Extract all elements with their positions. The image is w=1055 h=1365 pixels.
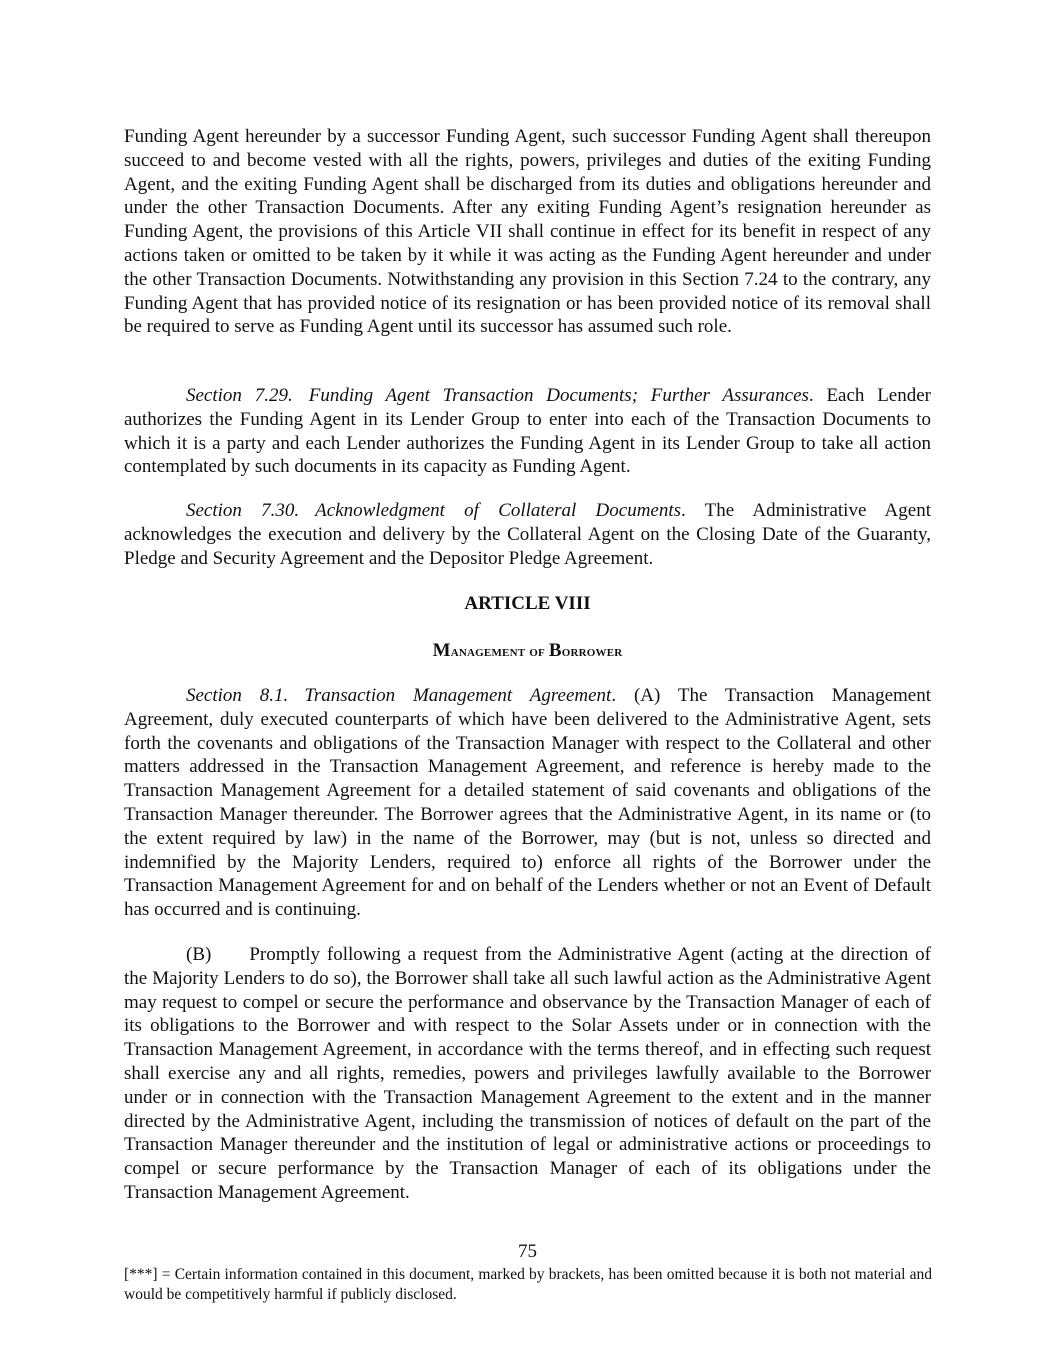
footnote: [***] = Certain information contained in this document, marked by brackets, has been omitted because it is both not material and would be competitively harmful if publicly disclosed. (124, 1266, 932, 1303)
section-7-29 (124, 384, 931, 479)
section-7-30 (124, 499, 931, 570)
section-number: Section 8.1. (186, 685, 289, 706)
section-number: Section 7.29. (186, 385, 293, 406)
section-body: . Each Lender authorizes the Funding Agent in its Lender Group to enter into each of the Transaction Documents to which it is a party and each Lender authorizes the Funding Agent in its Lender Group to take all action contemplated by such documents in its capacity as Funding Agent. (124, 385, 931, 478)
section-8-1 (124, 684, 931, 922)
section-body: . The Administrative Agent acknowledges the execution and delivery by the Collateral Agent on the Closing Date of the Guaranty, Pledge and Security Agreement and the Depositor Pledge Agreement. (124, 500, 931, 569)
section-title: Transaction Management Agreement (304, 685, 612, 706)
section-body: . (A) The Transaction Management Agreement, duly executed counterparts of which have been delivered to the Administrative Agent, sets forth the covenants and obligations of the Transaction Manager with respect to the Collateral and other matters addressed in the Transaction Management Agreement, and reference is hereby made to the Transaction Management Agreement for a detailed statement of said covenants and obligations of the Transaction Manager thereunder. The Borrower agrees that the Administrative Agent, in its name or (to the extent required by law) in the name of the Borrower, may (but is not, unless so directed and indemnified by the Majority Lenders, required to) enforce all rights of the Borrower under the Transaction Management Agreement for and on behalf of the Lenders whether or not an Event of Default has occurred and is continuing. (124, 685, 931, 921)
paragraph-continuation: Funding Agent hereunder by a successor Funding Agent, such successor Funding Agent shall thereupon succeed to and become vested with all the rights, powers, privileges and duties of the exiting Funding Agent, and the exiting Funding Agent shall be discharged from its duties and obligations hereunder and under the other Transaction Documents. After any exiting Funding Agent’s resignation hereunder as Funding Agent, the provisions of this Article VII shall continue in effect for its benefit in respect of any actions taken or omitted to be taken by it while it was acting as the Funding Agent hereunder and under the other Transaction Documents. Notwithstanding any provision in this Section 7.24 to the contrary, any Funding Agent that has provided notice of its resignation or has been provided notice of its removal shall be required to serve as Funding Agent until its successor has assumed such role. (124, 126, 931, 338)
section-title: Acknowledgment of Collateral Documents (315, 500, 682, 521)
paragraph-body: Promptly following a request from the Administrative Agent (acting at the direction of the Majority Lenders to do so), the Borrower shall take all such lawful action as the Administrative Agent may request to compel or secure the performance and observance by the Transaction Manager of each of its obligations to the Borrower and with respect to the Solar Assets under or in connection with the Transaction Management Agreement, in accordance with the terms thereof, and in effecting such request shall exercise any and all rights, remedies, powers and privileges lawfully available to the Borrower under or in connection with the Transaction Management Agreement to the extent and in the manner directed by the Administrative Agent, including the transmission of notices of default on the part of the Transaction Manager thereunder and the institution of legal or administrative actions or proceedings to compel or secure performance by the Transaction Manager of each of its obligations under the Transaction Management Agreement. (124, 944, 931, 1203)
article-title: ARTICLE VIII (464, 593, 591, 614)
page-number: 75 (518, 1241, 537, 1262)
paragraph-label: (B) (186, 944, 212, 965)
article-heading: Management of Borrower (432, 640, 623, 661)
section-title: Funding Agent Transaction Documents; Further Assurances (308, 385, 809, 406)
section-number: Section 7.30. (186, 500, 300, 521)
paragraph-b (124, 943, 931, 1205)
